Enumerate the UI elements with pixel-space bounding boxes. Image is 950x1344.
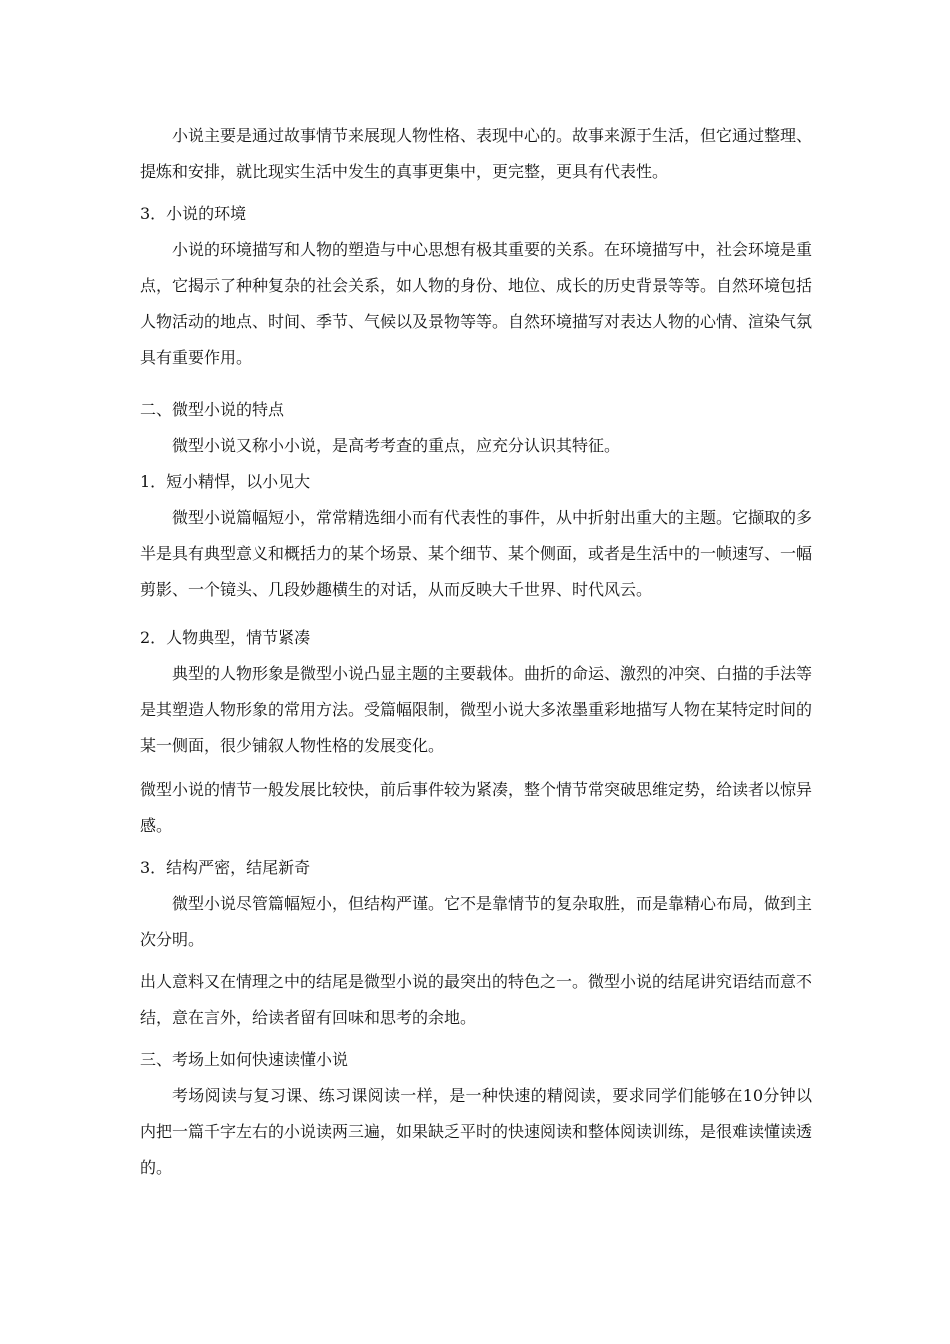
paragraph-tight-structure: 微型小说尽管篇幅短小，但结构严谨。它不是靠情节的复杂取胜，而是靠精心布局，做到主次分明。	[140, 894, 813, 949]
heading-short-and-concise: 1．短小精悍，以小见大	[140, 472, 311, 491]
heading-micro-novel-features: 二、微型小说的特点	[140, 400, 285, 419]
paragraph-typical-characters: 典型的人物形象是微型小说凸显主题的主要载体。曲折的命运、激烈的冲突、白描的手法等是其塑造人物形象的常用方法。受篇幅限制，微型小说大多浓墨重彩地描写人物在某特定时间的某一侧面，很少铺叙人物性格的发展变化。	[140, 664, 813, 755]
paragraph-plot: 小说主要是通过故事情节来展现人物性格、表现中心的。故事来源于生活，但它通过整理、提炼和安排，就比现实生活中发生的真事更集中，更完整，更具有代表性。	[140, 126, 813, 181]
heading-tight-structure: 3．结构严密，结尾新奇	[140, 858, 311, 877]
paragraph-fast-reading: 考场阅读与复习课、练习课阅读一样，是一种快速的精阅读，要求同学们能够在10分钟以内把一篇千字左右的小说读两三遍，如果缺乏平时的快速阅读和整体阅读训练，是很难读懂读透的。	[140, 1086, 813, 1177]
heading-typical-characters: 2．人物典型，情节紧凑	[140, 628, 311, 647]
paragraph-compact-plot: 微型小说的情节一般发展比较快，前后事件较为紧凑，整个情节常突破思维定势，给读者以惊异感。	[140, 780, 813, 835]
paragraph-novel-ending: 出人意料又在情理之中的结尾是微型小说的最突出的特色之一。微型小说的结尾讲究语结而意不结，意在言外，给读者留有回味和思考的余地。	[140, 972, 813, 1027]
paragraph-short-and-concise: 微型小说篇幅短小，常常精选细小而有代表性的事件，从中折射出重大的主题。它撷取的多半是具有典型意义和概括力的某个场景、某个细节、某个侧面，或者是生活中的一帧速写、一幅剪影、一个镜头、几段妙趣横生的对话，从而反映大千世界、时代风云。	[140, 508, 813, 599]
heading-fast-reading: 三、考场上如何快速读懂小说	[140, 1050, 349, 1069]
paragraph-environment: 小说的环境描写和人物的塑造与中心思想有极其重要的关系。在环境描写中，社会环境是重点，它揭示了种种复杂的社会关系，如人物的身份、地位、成长的历史背景等等。自然环境包括人物活动的地点、时间、季节、气候以及景物等等。自然环境描写对表达人物的心情、渲染气氛具有重要作用。	[140, 240, 813, 367]
heading-novel-environment: 3．小说的环境	[140, 204, 247, 223]
paragraph-micro-novel-intro: 微型小说又称小小说，是高考考查的重点，应充分认识其特征。	[172, 436, 621, 455]
